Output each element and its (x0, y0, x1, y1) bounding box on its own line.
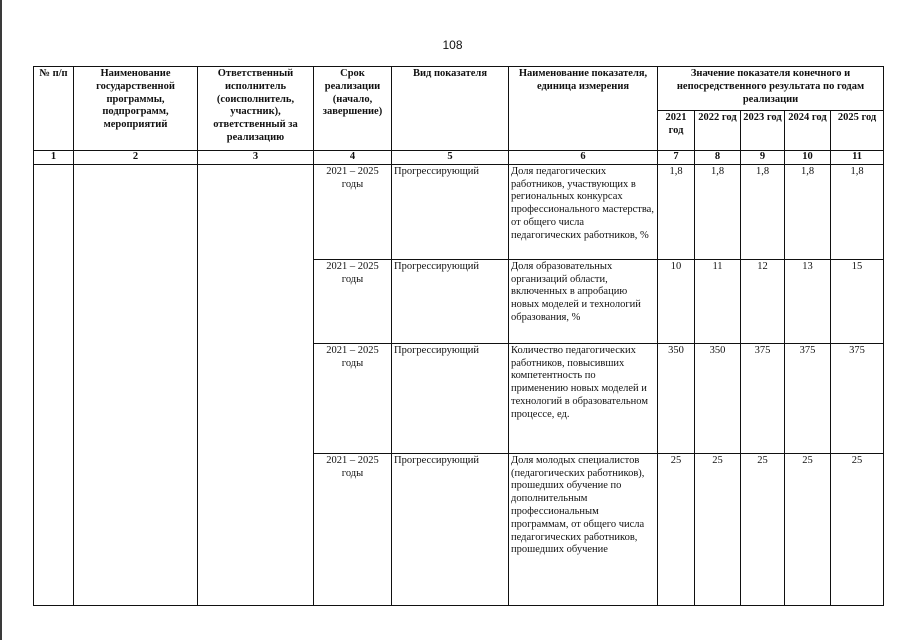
column-number: 8 (695, 151, 741, 165)
value-cell: 1,8 (658, 164, 695, 259)
value-cell: 25 (741, 453, 785, 605)
header-year: 2022 год (695, 111, 741, 151)
period-cell: 2021 – 2025 годы (314, 343, 392, 453)
value-cell: 375 (785, 343, 831, 453)
column-number: 4 (314, 151, 392, 165)
column-number: 9 (741, 151, 785, 165)
header-number: № п/п (34, 67, 74, 151)
period-cell: 2021 – 2025 годы (314, 259, 392, 343)
empty-number-cell (34, 164, 74, 605)
value-cell: 350 (658, 343, 695, 453)
indicator-type-cell: Прогрессирующий (392, 453, 509, 605)
header-year: 2024 год (785, 111, 831, 151)
empty-executor-cell (198, 164, 314, 605)
value-cell: 25 (658, 453, 695, 605)
value-cell: 350 (695, 343, 741, 453)
column-number: 5 (392, 151, 509, 165)
indicator-type-cell: Прогрессирующий (392, 164, 509, 259)
period-cell: 2021 – 2025 годы (314, 164, 392, 259)
indicator-name-cell: Доля образовательных организаций области, включенных в апробацию новых моделей и технологий образования, % (509, 259, 658, 343)
value-cell: 375 (741, 343, 785, 453)
indicators-table (33, 66, 884, 606)
column-number: 3 (198, 151, 314, 165)
header-row (34, 67, 884, 111)
scan-edge-line (0, 0, 2, 640)
indicator-name-cell: Доля педагогических работников, участвующих в региональных конкурсах профессионального мастерства, от общего числа педагогических работников, % (509, 164, 658, 259)
column-numbers-row (34, 151, 884, 165)
column-number: 1 (34, 151, 74, 165)
indicator-name-cell: Количество педагогических работников, повысивших компетентность по применению новых моделей и технологий в образовательном процессе, ед. (509, 343, 658, 453)
value-cell: 1,8 (741, 164, 785, 259)
column-number: 6 (509, 151, 658, 165)
value-cell: 12 (741, 259, 785, 343)
header-indicator-name: Наименование показателя, единица измерения (509, 67, 658, 151)
header-program: Наименование государственной программы, подпрограмм, мероприятий (74, 67, 198, 151)
header-year: 2023 год (741, 111, 785, 151)
value-cell: 15 (831, 259, 884, 343)
page-number: 108 (442, 38, 463, 52)
value-cell: 1,8 (831, 164, 884, 259)
column-number: 7 (658, 151, 695, 165)
value-cell: 10 (658, 259, 695, 343)
header-executor: Ответственный исполнитель (соисполнитель, участник), ответственный за реализацию (198, 67, 314, 151)
header-year: 2021 год (658, 111, 695, 151)
header-values-group: Значение показателя конечного и непосредственного результата по годам реализации (658, 67, 884, 111)
empty-program-cell (74, 164, 198, 605)
value-cell: 25 (695, 453, 741, 605)
period-cell: 2021 – 2025 годы (314, 453, 392, 605)
header-year: 2025 год (831, 111, 884, 151)
indicator-type-cell: Прогрессирующий (392, 259, 509, 343)
table-row (34, 164, 884, 259)
header-indicator-type: Вид показателя (392, 67, 509, 151)
column-number: 10 (785, 151, 831, 165)
value-cell: 13 (785, 259, 831, 343)
column-number: 2 (74, 151, 198, 165)
value-cell: 375 (831, 343, 884, 453)
value-cell: 1,8 (785, 164, 831, 259)
value-cell: 11 (695, 259, 741, 343)
indicator-type-cell: Прогрессирующий (392, 343, 509, 453)
indicator-name-cell: Доля молодых специалистов (педагогических работников), прошедших обучение по дополнительным профессиональным программам, от общего числа педагогических работников, прошедших обучение (509, 453, 658, 605)
column-number: 11 (831, 151, 884, 165)
value-cell: 1,8 (695, 164, 741, 259)
value-cell: 25 (785, 453, 831, 605)
value-cell: 25 (831, 453, 884, 605)
header-period: Срок реализации (начало, завершение) (314, 67, 392, 151)
